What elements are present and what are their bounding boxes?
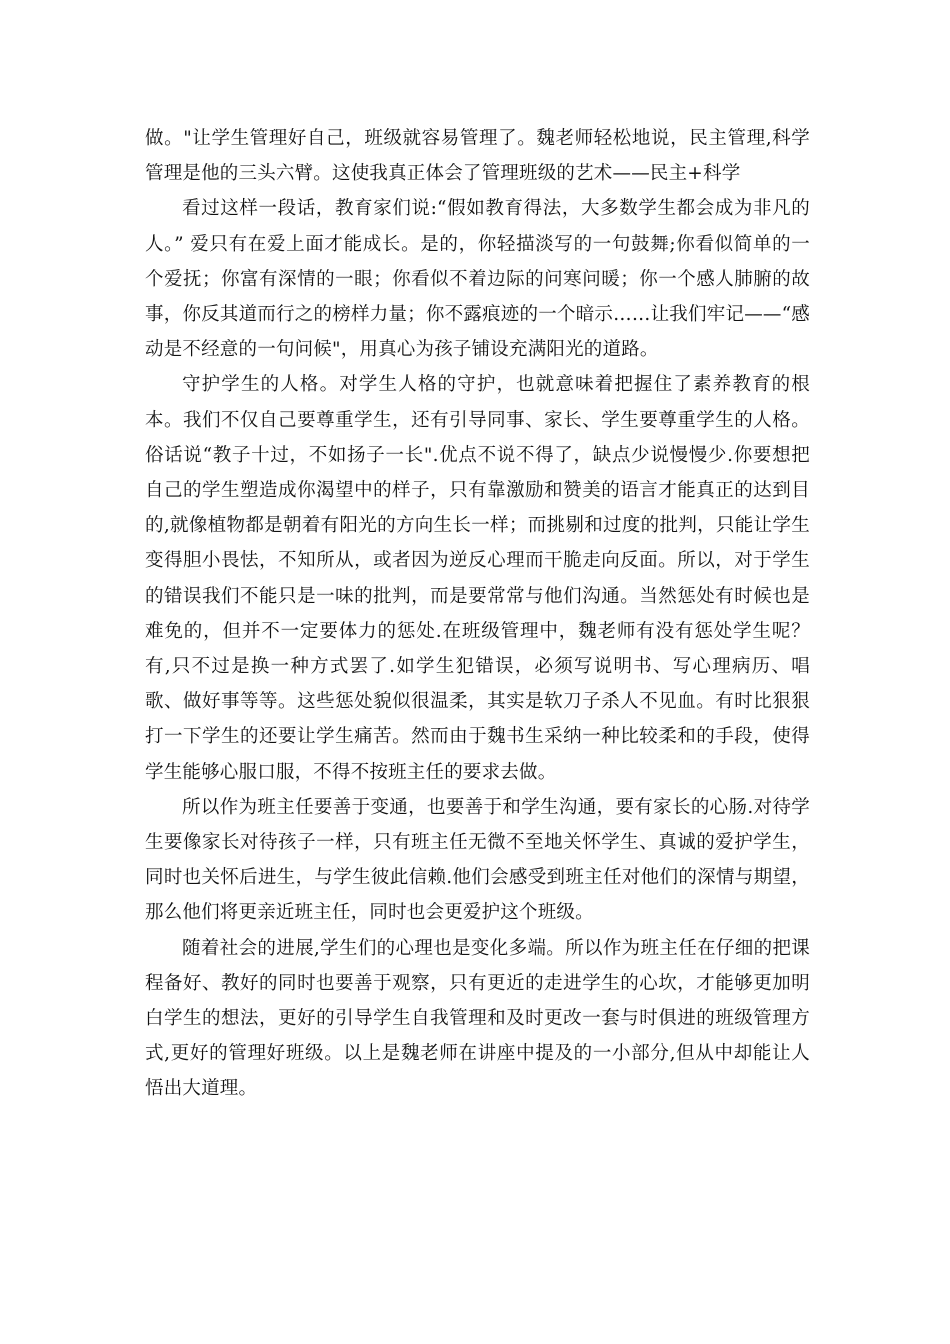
paragraph-2: 看过这样一段话，教育家们说:“假如教育得法，大多数学生都会成为非凡的人。” 爱只有在爱上面才能成长。是的，你轻描淡写的一句鼓舞;你看似简单的一个爱抚；你富有深情的一眼；你看似不着边际的问寒问暖；你一个感人肺腑的故事，你反其道而行之的榜样力量；你不露痕迹的一个暗示……让我们牢记——“感动是不经意的一句问候"，用真心为孩子铺设充满阳光的道路。 bbox=[145, 198, 810, 361]
document-body bbox=[145, 121, 810, 1107]
paragraph-4: 所以作为班主任要善于变通，也要善于和学生沟通，要有家长的心肠.对待学生要像家长对待孩子一样，只有班主任无微不至地关怀学生、真诚的爱护学生，同时也关怀后进生，与学生彼此信赖.他们会感受到班主任对他们的深情与期望，那么他们将更亲近班主任，同时也会更爱护这个班级。 bbox=[145, 796, 810, 924]
paragraph-3: 守护学生的人格。对学生人格的守护，也就意味着把握住了素养教育的根本。我们不仅自己要尊重学生，还有引导同事、家长、学生要尊重学生的人格。俗话说“教子十过，不如扬子一长".优点不说不得了，缺点少说慢慢少.你要想把自己的学生塑造成你渴望中的样子，只有靠激励和赞美的语言才能真正的达到目的,就像植物都是朝着有阳光的方向生长一样；而挑剔和过度的批判，只能让学生变得胆小畏怯，不知所从，或者因为逆反心理而干脆走向反面。所以，对于学生的错误我们不能只是一味的批判，而是要常常与他们沟通。当然惩处有时候也是难免的，但并不一定要体力的惩处.在班级管理中，魏老师有没有惩处学生呢？有,只不过是换一种方式罢了.如学生犯错误，必须写说明书、写心理病历、唱歌、做好事等等。这些惩处貌似很温柔，其实是软刀子杀人不见血。有时比狠狠打一下学生的还要让学生痛苦。然而由于魏书生采纳一种比较柔和的手段，使得学生能够心服口服，不得不按班主任的要求去做。 bbox=[145, 374, 810, 783]
paragraph-1: 做。"让学生管理好自己，班级就容易管理了。魏老师轻松地说，民主管理,科学管理是他的三头六臂。这使我真正体会了管理班级的艺术——民主+科学 bbox=[145, 128, 810, 185]
paragraph-5: 随着社会的进展,学生们的心理也是变化多端。所以作为班主任在仔细的把课程备好、教好的同时也要善于观察，只有更近的走进学生的心坎，才能够更加明白学生的想法，更好的引导学生自我管理和及时更改一套与时俱进的班级管理方式,更好的管理好班级。以上是魏老师在讲座中提及的一小部分,但从中却能让人悟出大道理。 bbox=[145, 937, 810, 1100]
